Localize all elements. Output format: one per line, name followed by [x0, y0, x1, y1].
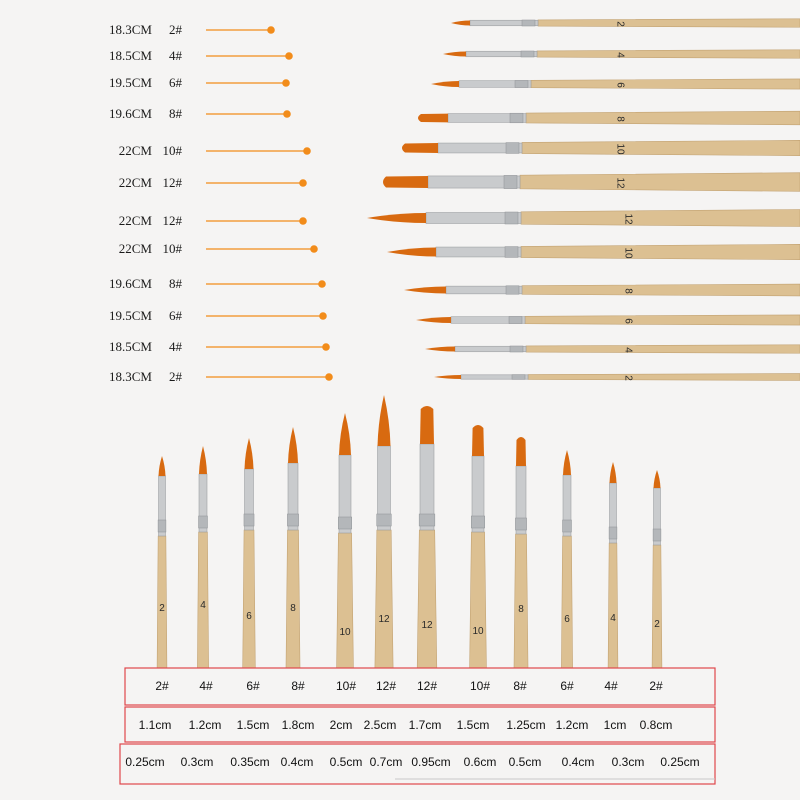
- vertical-brush: [243, 438, 256, 668]
- handle-number: 8: [518, 604, 524, 615]
- handle-number: 6: [622, 318, 634, 324]
- brush-handle: [243, 530, 256, 668]
- table-cell: 0.35cm: [230, 755, 270, 769]
- brush-handle: [337, 533, 354, 668]
- ferrule-crimp: [506, 286, 519, 294]
- table-cell: 8#: [513, 679, 527, 693]
- vertical-brush: [157, 456, 167, 668]
- table-cell: 10#: [469, 679, 491, 693]
- ferrule-crimp: [471, 516, 484, 528]
- brush-bristles: [383, 176, 428, 188]
- table-cell: 6#: [560, 679, 574, 693]
- table-cell: 0.6cm: [463, 755, 497, 769]
- pointer-dot: [299, 217, 307, 225]
- handle-number: 8: [290, 603, 296, 614]
- ferrule-crimp: [512, 375, 525, 380]
- brush-bristles: [418, 114, 448, 123]
- brush-bristles: [516, 437, 526, 466]
- horizontal-brush: [443, 50, 800, 59]
- brush-size-label: 12#: [162, 175, 182, 190]
- pointer-dot: [299, 179, 307, 187]
- brush-bristles: [420, 406, 434, 444]
- brush-handle: [521, 244, 800, 259]
- brush-handle: [526, 345, 800, 354]
- vertical-brush: [470, 425, 487, 668]
- table-cell: 6#: [246, 679, 260, 693]
- brush-length-label: 18.3CM: [109, 369, 152, 384]
- brush-handle: [157, 536, 167, 668]
- handle-number: 8: [614, 116, 626, 122]
- table-cell: 2#: [155, 679, 169, 693]
- table-cell: 0.5cm: [329, 755, 363, 769]
- horizontal-brush: [416, 315, 800, 325]
- handle-number: 2: [654, 619, 660, 630]
- table-cell: 12#: [375, 679, 397, 693]
- vertical-brush: [417, 406, 437, 668]
- ferrule-crimp: [419, 514, 435, 526]
- handle-number: 2: [159, 603, 165, 614]
- handle-number: 12: [614, 177, 626, 189]
- brush-size-label: 10#: [162, 241, 182, 256]
- table-cell: 0.25cm: [660, 755, 700, 769]
- brush-bristles: [402, 143, 438, 153]
- brush-length-label: 18.5CM: [109, 339, 152, 354]
- brush-handle: [470, 532, 487, 668]
- table-cell: 0.4cm: [561, 755, 595, 769]
- vertical-brush: [561, 450, 572, 668]
- ferrule-crimp: [521, 51, 534, 57]
- brush-handle: [521, 210, 800, 227]
- handle-number: 6: [564, 614, 570, 625]
- vertical-brush: [197, 446, 208, 668]
- table-cell: 0.5cm: [508, 755, 542, 769]
- brush-length-label: 19.6CM: [109, 276, 152, 291]
- handle-number: 6: [614, 82, 626, 88]
- pointer-dot: [310, 245, 318, 253]
- table-cell: 0.25cm: [125, 755, 165, 769]
- brush-size-label: 4#: [169, 48, 182, 63]
- brush-handle: [522, 284, 800, 296]
- brush-size-label: 2#: [169, 369, 182, 384]
- table-cell: 2#: [649, 679, 663, 693]
- table-cell: 1.7cm: [408, 718, 442, 732]
- brush-bristles: [472, 425, 484, 456]
- brush-length-label: 18.3CM: [109, 22, 152, 37]
- handle-number: 10: [339, 627, 351, 638]
- brush-length-label: 22CM: [118, 175, 152, 190]
- ferrule-crimp: [515, 80, 528, 87]
- handle-number: 12: [622, 213, 634, 225]
- handle-number: 4: [622, 347, 634, 353]
- handle-number: 12: [421, 620, 433, 631]
- brush-handle: [514, 534, 528, 668]
- table-cell: 1.2cm: [555, 718, 589, 732]
- brush-length-label: 19.5CM: [109, 308, 152, 323]
- table-cell: 0.3cm: [180, 755, 214, 769]
- horizontal-brush: [431, 79, 800, 89]
- brush-handle: [652, 545, 662, 668]
- table-cell: 0.7cm: [369, 755, 403, 769]
- brush-handle: [525, 315, 800, 325]
- ferrule-crimp: [563, 520, 572, 532]
- handle-number: 10: [622, 247, 634, 259]
- pointer-dot: [322, 343, 330, 351]
- ferrule-crimp: [287, 514, 298, 526]
- vertical-brush: [286, 427, 300, 668]
- ferrule-crimp: [377, 514, 392, 526]
- handle-number: 2: [622, 375, 634, 381]
- ferrule-crimp: [509, 316, 522, 323]
- table-cell: 1.1cm: [138, 718, 172, 732]
- table-cell: 4#: [604, 679, 618, 693]
- brush-handle: [531, 79, 800, 89]
- table-cell: 8#: [291, 679, 305, 693]
- ferrule-crimp: [244, 514, 254, 526]
- handle-number: 12: [378, 614, 390, 625]
- brush-handle: [561, 536, 572, 668]
- brush-handle: [608, 543, 618, 668]
- brush-length-label: 22CM: [118, 213, 152, 228]
- brush-length-label: 19.6CM: [109, 106, 152, 121]
- table-cell: 0.8cm: [639, 718, 673, 732]
- table-cell: 10#: [335, 679, 357, 693]
- pointer-dot: [285, 52, 293, 60]
- table-cell: 2.5cm: [363, 718, 397, 732]
- table-cell: 1.2cm: [188, 718, 222, 732]
- handle-number: 4: [200, 600, 206, 611]
- handle-number: 4: [610, 613, 616, 624]
- pointer-dot: [318, 280, 326, 288]
- horizontal-brush: [425, 345, 800, 354]
- pointer-dot: [303, 147, 311, 155]
- brush-size-label: 6#: [169, 308, 182, 323]
- pointer-dot: [282, 79, 290, 87]
- table-cell: 0.95cm: [411, 755, 451, 769]
- brush-size-label: 4#: [169, 339, 182, 354]
- brush-handle: [526, 111, 800, 125]
- ferrule-crimp: [505, 247, 518, 258]
- table-cell: 0.4cm: [280, 755, 314, 769]
- brush-handle: [528, 374, 800, 381]
- brush-handle: [286, 530, 300, 668]
- table-cell: 2cm: [329, 718, 353, 732]
- ferrule-crimp: [199, 516, 208, 528]
- table-cell: 0.3cm: [611, 755, 645, 769]
- brush-handle: [537, 50, 800, 59]
- ferrule-crimp: [510, 113, 523, 123]
- ferrule-crimp: [653, 529, 661, 541]
- brush-handle: [538, 19, 800, 28]
- table-cell: 1cm: [603, 718, 627, 732]
- table-cell: 1.8cm: [281, 718, 315, 732]
- brush-size-label: 12#: [162, 213, 182, 228]
- brush-size-label: 2#: [169, 22, 182, 37]
- brush-length-label: 19.5CM: [109, 75, 152, 90]
- table-cell: 1.5cm: [456, 718, 490, 732]
- ferrule-crimp: [510, 346, 523, 352]
- brush-length-label: 22CM: [118, 241, 152, 256]
- horizontal-brush: [451, 19, 800, 28]
- table-cell: 1.5cm: [236, 718, 270, 732]
- table-cell: 1.25cm: [506, 718, 546, 732]
- brush-size-label: 6#: [169, 75, 182, 90]
- brush-handle: [522, 140, 800, 155]
- ferrule-crimp: [158, 520, 166, 532]
- vertical-brush: [514, 437, 528, 668]
- handle-number: 10: [614, 143, 626, 155]
- ferrule-crimp: [505, 212, 518, 224]
- ferrule-crimp: [609, 527, 617, 539]
- handle-number: 2: [614, 21, 626, 27]
- handle-number: 8: [622, 288, 634, 294]
- handle-number: 10: [472, 626, 484, 637]
- vertical-brush: [652, 470, 662, 668]
- brush-size-label: 10#: [162, 143, 182, 158]
- vertical-brush: [608, 462, 618, 668]
- table-row: [125, 755, 699, 769]
- brush-size-label: 8#: [169, 106, 182, 121]
- handle-number: 6: [246, 611, 252, 622]
- pointer-dot: [283, 110, 291, 118]
- table-cell: 12#: [416, 679, 438, 693]
- ferrule-crimp: [338, 517, 351, 529]
- pointer-dot: [319, 312, 327, 320]
- brush-handle: [520, 173, 800, 192]
- brush-length-label: 18.5CM: [109, 48, 152, 63]
- brush-length-label: 22CM: [118, 143, 152, 158]
- ferrule-crimp: [522, 20, 535, 26]
- table-cell: 4#: [199, 679, 213, 693]
- pointer-dot: [267, 26, 275, 34]
- ferrule-crimp: [504, 175, 517, 188]
- pointer-dot: [325, 373, 333, 381]
- brush-handle: [417, 530, 437, 668]
- ferrule-crimp: [506, 143, 519, 154]
- brush-size-label: 8#: [169, 276, 182, 291]
- brush-handle: [375, 530, 393, 668]
- ferrule-crimp: [515, 518, 526, 530]
- handle-number: 4: [614, 52, 626, 58]
